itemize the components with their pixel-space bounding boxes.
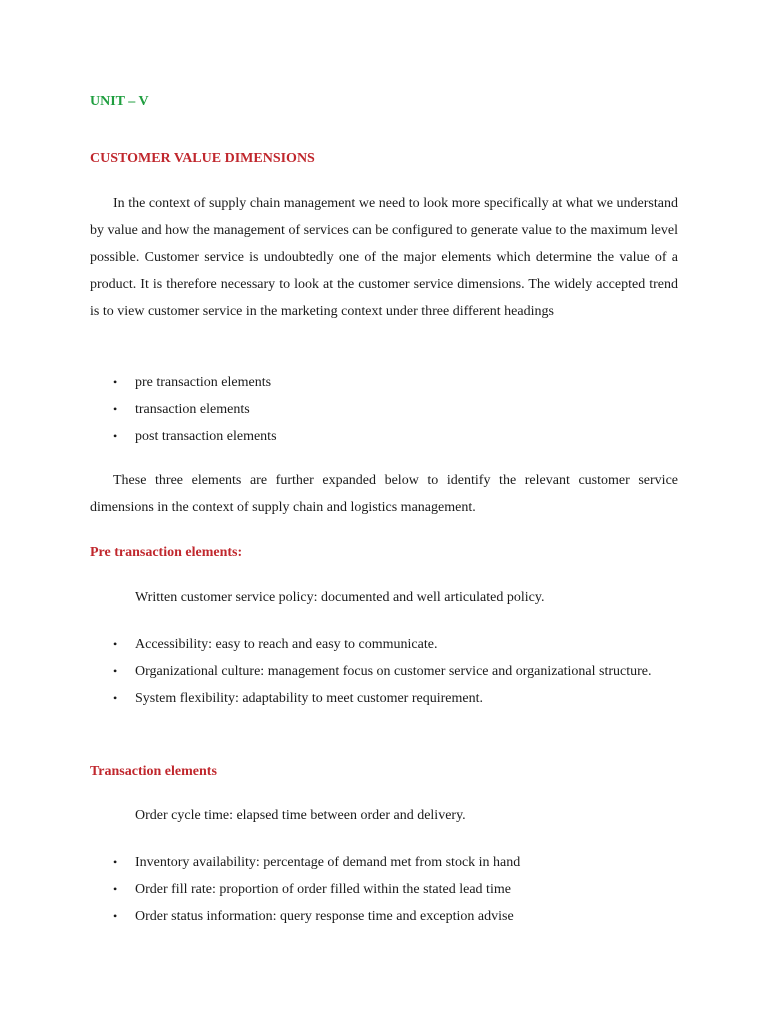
bullet-icon: • — [113, 855, 118, 869]
bullet-icon: • — [113, 402, 118, 416]
list-item: • post transaction elements — [90, 423, 678, 450]
bullet-icon: • — [113, 882, 118, 896]
list-item: • Inventory availability: percentage of demand met from stock in hand — [90, 849, 678, 876]
pre-transaction-heading: Pre transaction elements: — [90, 545, 243, 560]
bullet-icon: • — [113, 664, 118, 678]
intro-paragraph: In the context of supply chain management we need to look more specifically at what we understand by value and how the management of services can be configured to generate value to the maximum level possible. Customer service is undoubtedly one of the major elements which determine the value of a product. It is therefore necessary to look at the customer service dimensions. The widely accepted trend is to view customer service in the marketing context under three different headings — [90, 196, 678, 319]
section-title: CUSTOMER VALUE DIMENSIONS — [90, 151, 315, 166]
pre-transaction-lead: Written customer service policy: documented and well articulated policy. — [135, 590, 545, 605]
list-item: • pre transaction elements — [90, 369, 678, 396]
transaction-heading: Transaction elements — [90, 764, 217, 779]
bullet-icon: • — [113, 375, 118, 389]
pre-transaction-list — [90, 631, 678, 712]
bullet-icon: • — [113, 429, 118, 443]
list-item: • Order fill rate: proportion of order filled within the stated lead time — [90, 876, 678, 903]
bullet-icon: • — [113, 691, 118, 705]
list-item: • Accessibility: easy to reach and easy to communicate. — [90, 631, 678, 658]
transaction-lead: Order cycle time: elapsed time between order and delivery. — [135, 808, 466, 823]
heading-list — [90, 369, 678, 450]
list-item: • Organizational culture: management focus on customer service and organizational structure. — [90, 658, 678, 685]
list-item: • Order status information: query response time and exception advise — [90, 903, 678, 930]
expand-paragraph: These three elements are further expanded below to identify the relevant customer service dimensions in the context of supply chain and logistics management. — [90, 473, 678, 515]
transaction-list — [90, 849, 678, 930]
list-item: • System flexibility: adaptability to meet customer requirement. — [90, 685, 678, 712]
unit-title: UNIT – V — [90, 94, 149, 109]
list-item: • transaction elements — [90, 396, 678, 423]
bullet-icon: • — [113, 637, 118, 651]
bullet-icon: • — [113, 909, 118, 923]
